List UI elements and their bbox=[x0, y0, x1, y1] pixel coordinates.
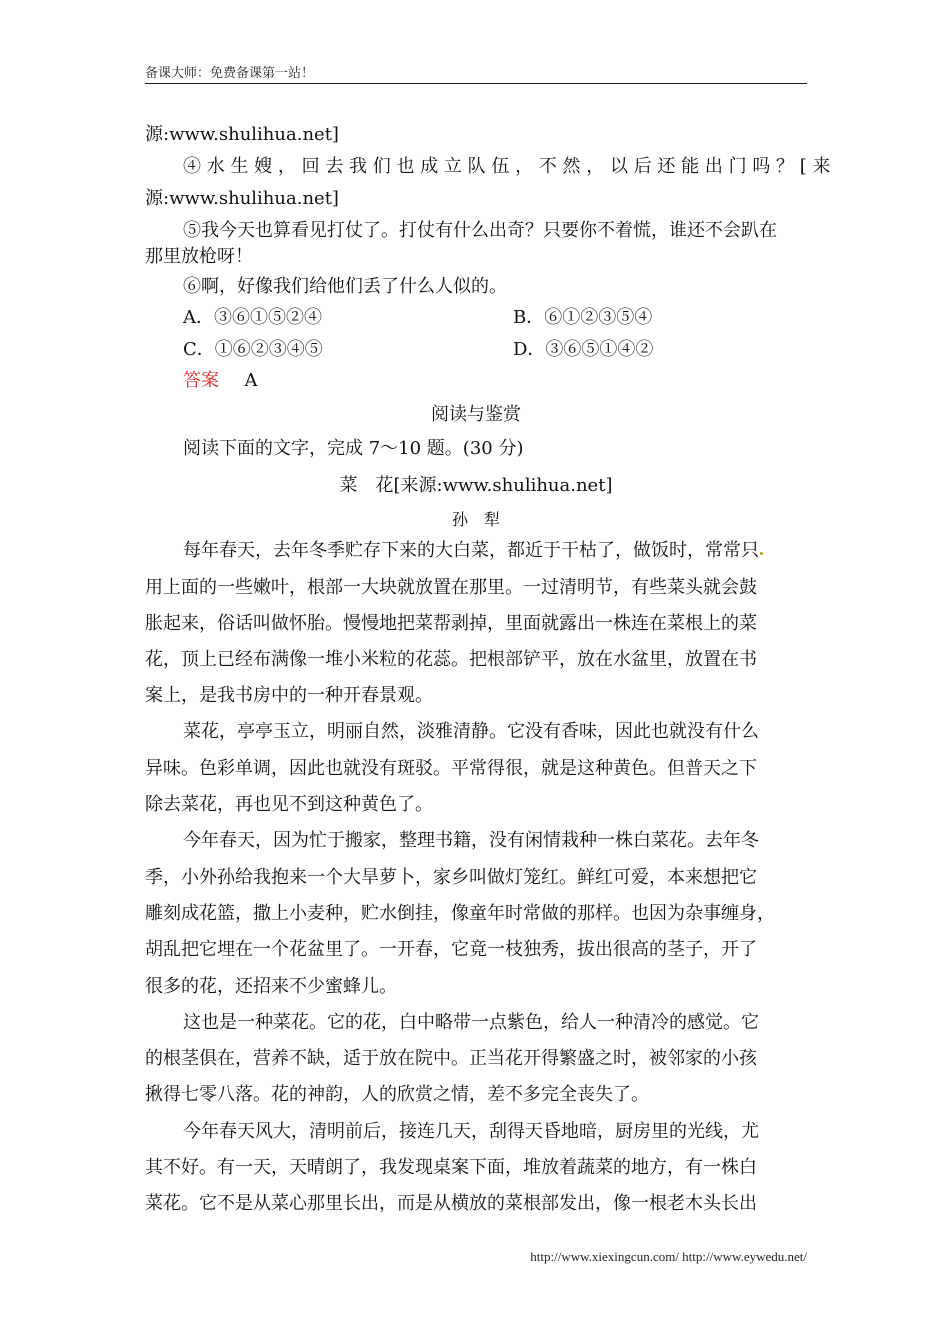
essay-author: 孙 犁 bbox=[451, 510, 500, 529]
option-a: A．③⑥①⑤②④ bbox=[183, 307, 322, 328]
essay-title: 菜 花[来源:www.shulihua.net] bbox=[339, 475, 613, 496]
decorative-dot bbox=[760, 552, 763, 555]
page-header: 备课大师：免费备课第一站！ bbox=[145, 66, 315, 81]
answer-line bbox=[183, 369, 257, 393]
page-footer[interactable]: http://www.xiexingcun.com/ http://www.eywedu.net/ bbox=[530, 1249, 807, 1264]
essay-line: 花，顶上已经布满像一堆小米粒的花蕊。把根部铲平，放在水盆里，放置在书 bbox=[145, 649, 757, 670]
option-d: D．③⑥⑤①④② bbox=[513, 339, 654, 360]
text-line: ⑥啊，好像我们给他们丢了什么人似的。 bbox=[183, 276, 507, 297]
essay-line: 季，小外孙给我抱来一个大旱萝卜，家乡叫做灯笼红。鲜红可爱，本来想把它 bbox=[145, 867, 757, 888]
answer-label: 答案 bbox=[183, 370, 219, 391]
essay-line: 菜花。它不是从菜心那里长出，而是从横放的菜根部发出，像一根老木头长出 bbox=[145, 1193, 757, 1214]
text-line: 那里放枪呀！ bbox=[145, 246, 253, 267]
text-line: 源:www.shulihua.net] bbox=[145, 188, 339, 209]
essay-line: 揪得七零八落。花的神韵，人的欣赏之情，差不多完全丧失了。 bbox=[145, 1084, 649, 1105]
essay-line: 异味。色彩单调，因此也就没有斑驳。平常得很，就是这种黄色。但普天之下 bbox=[145, 758, 757, 779]
essay-line: 今年春天，因为忙于搬家，整理书籍，没有闲情栽种一株白菜花。去年冬 bbox=[183, 830, 759, 851]
essay-line: 菜花，亭亭玉立，明丽自然，淡雅清静。它没有香味，因此也就没有什么 bbox=[183, 721, 759, 742]
essay-line: 除去菜花，再也见不到这种黄色了。 bbox=[145, 794, 433, 815]
text-line: 源:www.shulihua.net] bbox=[145, 124, 339, 145]
essay-line: 雕刻成花篮，撒上小麦种，贮水倒挂，像童年时常做的那样。也因为杂事缠身， bbox=[145, 903, 775, 924]
essay-line: 每年春天，去年冬季贮存下来的大白菜，都近于干枯了，做饭时，常常只 bbox=[183, 539, 763, 563]
answer-value: A bbox=[244, 370, 258, 391]
essay-line: 用上面的一些嫩叶，根部一大块就放置在那里。一过清明节，有些菜头就会鼓 bbox=[145, 577, 757, 598]
essay-line: 这也是一种菜花。它的花，白中略带一点紫色，给人一种清冷的感觉。它 bbox=[183, 1012, 759, 1033]
essay-line: 案上，是我书房中的一种开春景观。 bbox=[145, 685, 433, 706]
essay-line: 胀起来，俗话叫做怀胎。慢慢地把菜帮剥掉，里面就露出一株连在菜根上的菜 bbox=[145, 613, 757, 634]
instruction-line: 阅读下面的文字，完成 7～10 题。(30 分) bbox=[183, 438, 524, 459]
option-c: C．①⑥②③④⑤ bbox=[183, 339, 323, 360]
essay-line: 其不好。有一天，天晴朗了，我发现桌案下面，堆放着蔬菜的地方，有一株白 bbox=[145, 1157, 757, 1178]
essay-line: 的根茎俱在，营养不缺，适于放在院中。正当花开得繁盛之时，被邻家的小孩 bbox=[145, 1048, 757, 1069]
essay-line: 今年春天风大，清明前后，接连几天，刮得天昏地暗，厨房里的光线，尤 bbox=[183, 1121, 759, 1142]
essay-line: 很多的花，还招来不少蜜蜂儿。 bbox=[145, 976, 397, 997]
option-b: B．⑥①②③⑤④ bbox=[513, 307, 653, 328]
text-line: ⑤我今天也算看见打仗了。打仗有什么出奇？只要你不着慌，谁还不会趴在 bbox=[183, 220, 777, 241]
text-line: ④ 水 生 嫂 ， 回 去 我 们 也 成 立 队 伍 ， 不 然 ， 以 后 还 能 出 门 吗 ？ [ 来 bbox=[183, 156, 831, 177]
header-divider bbox=[145, 83, 807, 84]
section-title: 阅读与鉴赏 bbox=[431, 404, 521, 425]
essay-line: 胡乱把它埋在一个花盆里了。一开春，它竟一枝独秀，拔出很高的茎子，开了 bbox=[145, 939, 757, 960]
